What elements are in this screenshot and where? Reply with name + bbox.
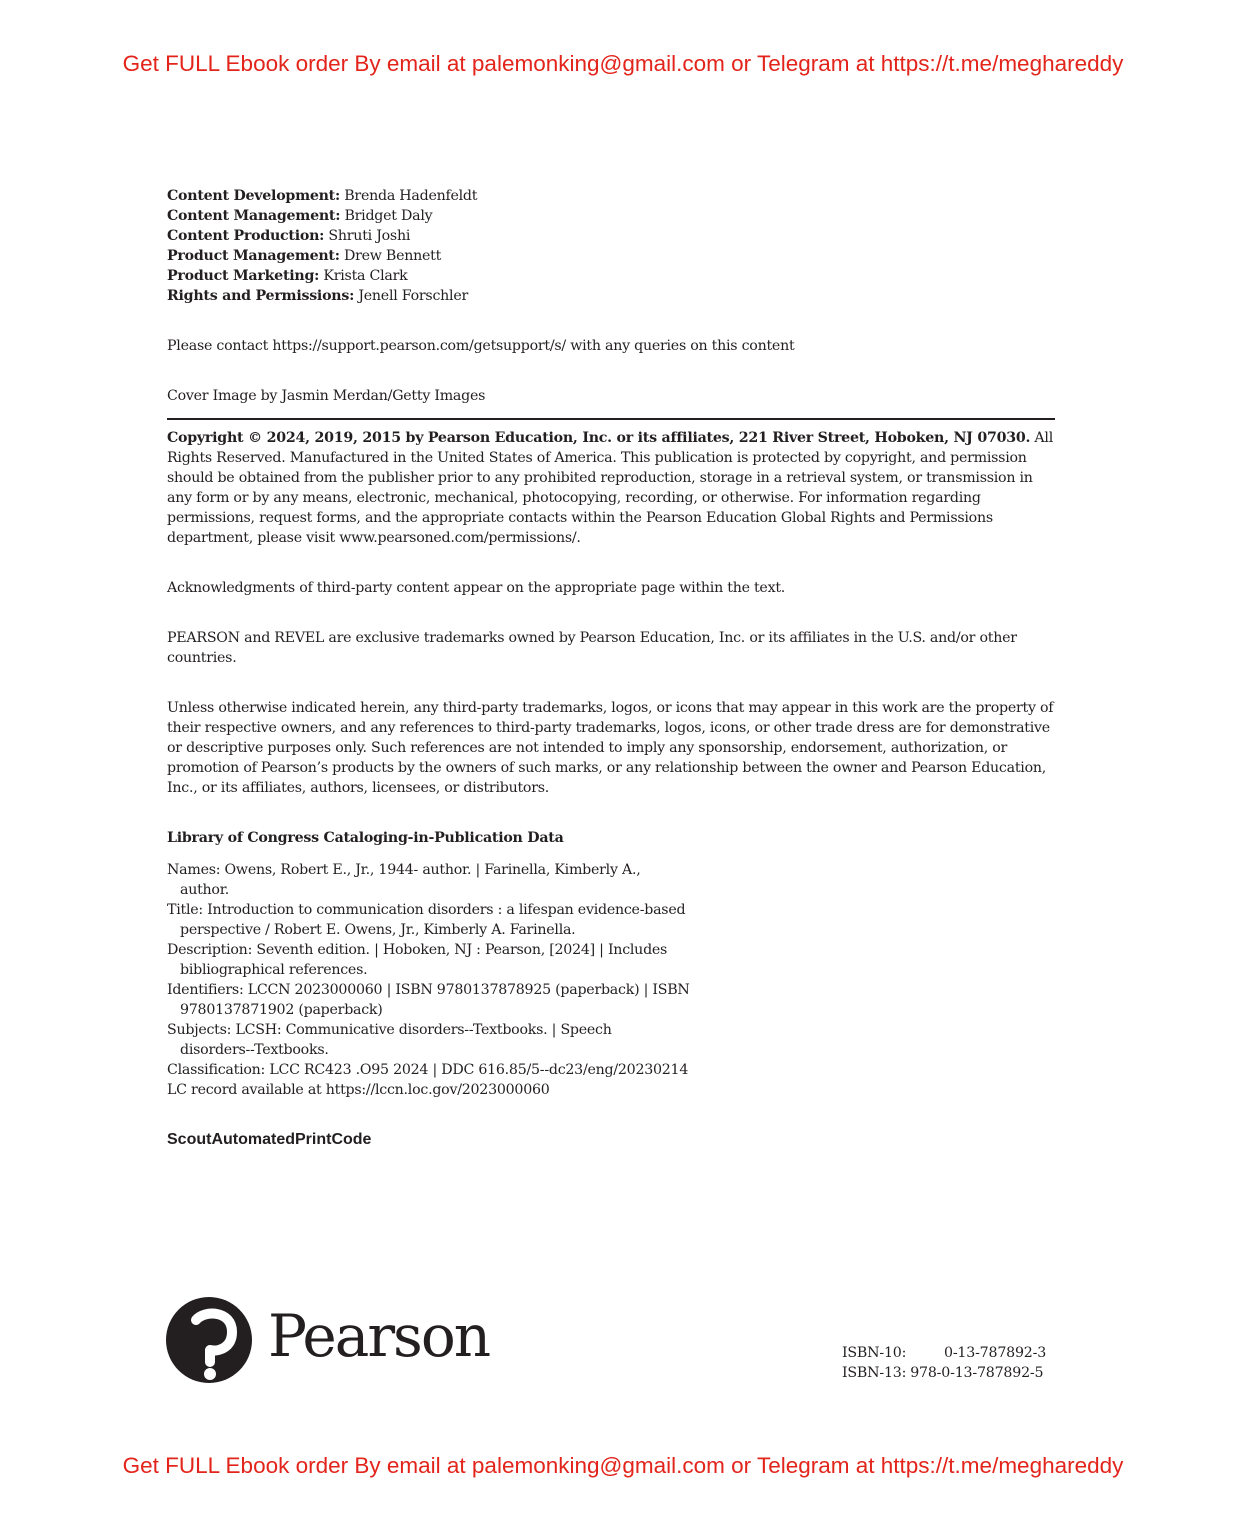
acknowledgments-text: Acknowledgments of third-party content appear on the appropriate page within the text. <box>167 580 786 596</box>
credit-value: Bridget Daly <box>340 208 433 224</box>
credit-label: Product Marketing: <box>167 268 320 284</box>
promo-banner-bottom: Get FULL Ebook order By email at palemonking@gmail.com or Telegram at https://t.me/meghareddy <box>122 1453 1124 1478</box>
credit-label: Content Development: <box>167 188 340 204</box>
credit-value: Drew Bennett <box>339 248 442 264</box>
cip-entry-classification: Classification: LCC RC423 .O95 2024 | DDC 616.85/5--dc23/eng/20230214 <box>167 1062 689 1078</box>
isbn-block <box>842 1343 1046 1383</box>
cip-entry-names: Names: Owens, Robert E., Jr., 1944- author. | Farinella, Kimberly A., author. <box>167 862 641 898</box>
credit-item <box>167 186 1057 206</box>
trademarks-text: PEARSON and REVEL are exclusive trademarks owned by Pearson Education, Inc. or its affiliates in the U.S. and/or other countries. <box>167 630 1017 666</box>
isbn-10-label: ISBN-10: <box>842 1345 907 1361</box>
isbn-13-row <box>842 1363 1046 1383</box>
support-contact-text: Please contact https://support.pearson.com/getsupport/s/ with any queries on this content <box>167 338 795 354</box>
cover-image-credit: Cover Image by Jasmin Merdan/Getty Images <box>167 388 486 404</box>
copyright-body: All Rights Reserved. Manufactured in the United States of America. This publication is protected by copyright, and permission should be obtained from the publisher prior to any prohibited reproduction, storage in a retrieval system, or transmission in any form or by any means, electronic, mechanical, photocopying, recording, or otherwise. For information regarding permissions, request forms, and the appropriate contacts within the Pearson Education Global Rights and Permissions department, please visit www.pearsoned.com/permissions/. <box>167 430 1053 546</box>
credit-value: Krista Clark <box>319 268 408 284</box>
section-divider <box>167 418 1055 420</box>
pearson-p-logo-icon <box>166 1292 254 1388</box>
cip-entry-lc-record: LC record available at https://lccn.loc.gov/2023000060 <box>167 1082 550 1098</box>
credit-label: Content Management: <box>167 208 341 224</box>
promo-banner-top: Get FULL Ebook order By email at palemonking@gmail.com or Telegram at https://t.me/meghareddy <box>122 51 1124 76</box>
credit-label: Content Production: <box>167 228 325 244</box>
isbn-13-label: ISBN-13: <box>842 1365 907 1381</box>
credit-item <box>167 226 1057 246</box>
isbn-13-value: 978-0-13-787892-5 <box>910 1365 1044 1381</box>
cip-heading: Library of Congress Cataloging-in-Publication Data <box>167 830 564 846</box>
third-party-trademarks-text: Unless otherwise indicated herein, any third-party trademarks, logos, or icons that may appear in this work are the property of their respective owners, and any references to third-party trademarks, logos, icons, or other trade dress are for demonstrative or descriptive purposes only. Such references are not intended to imply any sponsorship, endorsement, authorization, or promotion of Pearson’s products by the owners of such marks, or any relationship between the owner and Pearson Education, Inc., or its affiliates, authors, licensees, or distributors. <box>167 700 1054 796</box>
cip-entry-subjects: Subjects: LCSH: Communicative disorders--Textbooks. | Speech disorders--Textbooks. <box>167 1022 612 1058</box>
credit-item <box>167 206 1057 226</box>
pearson-logo <box>166 1292 489 1388</box>
isbn-10-value: 0-13-787892-3 <box>944 1345 1047 1361</box>
credit-value: Jenell Forschler <box>354 288 469 304</box>
credit-value: Shruti Joshi <box>324 228 411 244</box>
cip-data-block <box>167 860 1057 1100</box>
copyright-lead: Copyright © 2024, 2019, 2015 by Pearson Education, Inc. or its affiliates, 221 River Street, Hoboken, NJ 07030. <box>167 430 1031 446</box>
copyright-notice <box>167 428 1057 548</box>
cip-entry-title: Title: Introduction to communication disorders : a lifespan evidence-based perspective / Robert E. Owens, Jr., Kimberly A. Farinella. <box>167 902 686 938</box>
credit-item <box>167 266 1057 286</box>
credit-label: Rights and Permissions: <box>167 288 355 304</box>
credits-list <box>167 186 1057 306</box>
isbn-10-row <box>842 1343 1046 1363</box>
print-code: ScoutAutomatedPrintCode <box>167 1131 372 1148</box>
credit-item <box>167 286 1057 306</box>
credit-item <box>167 246 1057 266</box>
cip-entry-description: Description: Seventh edition. | Hoboken, NJ : Pearson, [2024] | Includes bibliographical references. <box>167 942 668 978</box>
cip-entry-identifiers: Identifiers: LCCN 2023000060 | ISBN 9780137878925 (paperback) | ISBN 9780137871902 (paperback) <box>167 982 690 1018</box>
pearson-wordmark: Pearson <box>268 1302 490 1370</box>
credit-label: Product Management: <box>167 248 340 264</box>
copyright-page-content <box>167 186 1057 1150</box>
credit-value: Brenda Hadenfeldt <box>339 188 478 204</box>
